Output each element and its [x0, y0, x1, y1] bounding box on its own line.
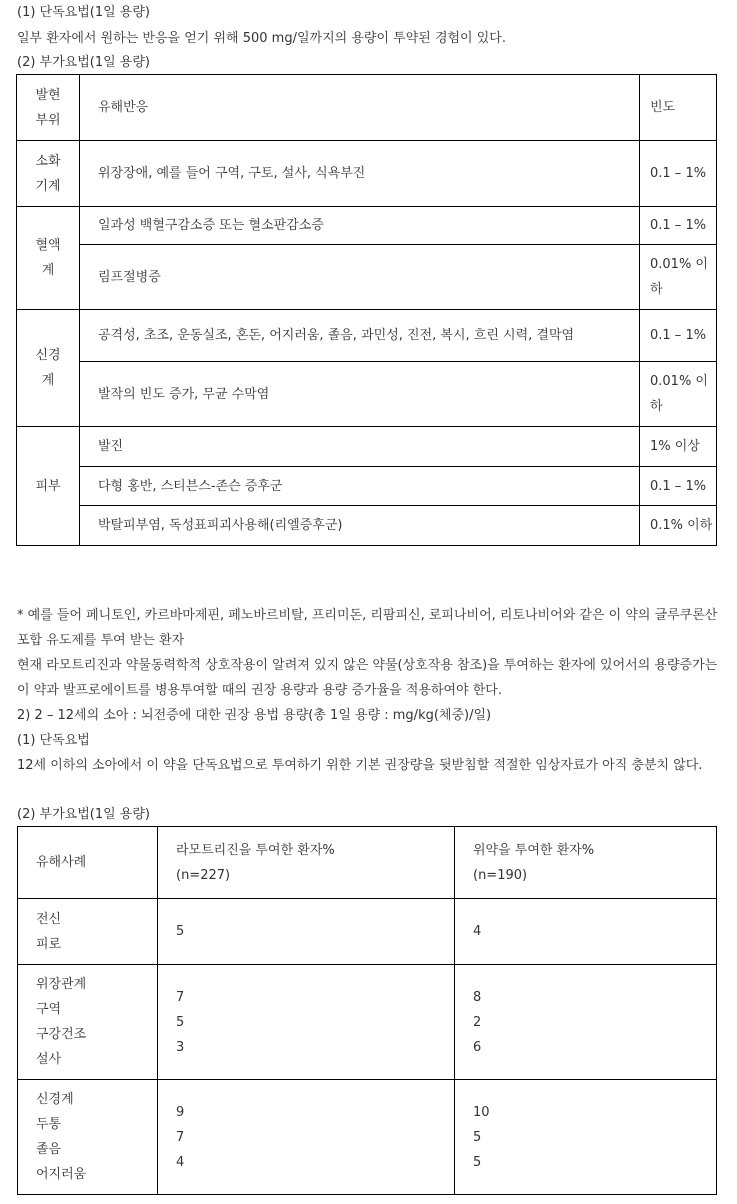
frequency-cell: 0.1 – 1% — [640, 141, 717, 207]
site-cell: 소화 기계 — [17, 141, 80, 207]
section-heading-adjunct: (2) 부가요법(1일 용량) — [17, 55, 150, 70]
reaction-cell: 다형 홍반, 스티븐스-존슨 증후군 — [80, 467, 640, 506]
reaction-cell: 박탈피부염, 독성표피괴사용해(리엘증후군) — [80, 506, 640, 546]
reaction-cell: 발작의 빈도 증가, 무균 수막염 — [80, 362, 640, 427]
table-header-row — [18, 827, 717, 899]
table-row — [18, 1080, 717, 1195]
site-cell: 피부 — [17, 427, 80, 546]
adverse-event-comparison-table — [17, 826, 717, 1195]
adverse-reaction-table — [16, 74, 717, 546]
reaction-cell: 일과성 백혈구감소증 또는 혈소판감소증 — [80, 207, 640, 245]
table-row — [18, 899, 717, 965]
lamotrigine-cell: 5 — [158, 899, 455, 965]
reaction-cell: 발진 — [80, 427, 640, 467]
table-row — [17, 310, 717, 362]
table-row — [18, 965, 717, 1080]
pediatric-monotherapy-paragraph: 12세 이하의 소아에서 이 약을 단독요법으로 투여하기 위한 기본 권장량을 뒷받침할 적절한 임상자료가 아직 충분치 않다. — [17, 758, 703, 773]
section-heading-monotherapy: (1) 단독요법(1일 용량) — [17, 5, 150, 20]
reaction-cell: 위장장애, 예를 들어 구역, 구토, 설사, 식욕부진 — [80, 141, 640, 207]
inducer-note: * 예를 들어 페니토인, 카르바마제핀, 페노바르비탈, 프리미돈, 리팜피신, 로피나비어, 리토나비어와 같은 이 약의 글루쿠론산 포합 유도제를 투여 받는 환자 — [17, 608, 718, 648]
placebo-cell: 4 — [455, 899, 717, 965]
event-cell: 위장관계 구역 구강건조 설사 — [18, 965, 158, 1080]
table-row — [17, 207, 717, 245]
frequency-cell: 0.1 – 1% — [640, 310, 717, 362]
table-row — [17, 362, 717, 427]
header-placebo: 위약을 투여한 환자% (n=190) — [455, 827, 717, 899]
event-cell: 전신 피로 — [18, 899, 158, 965]
site-cell: 혈액 계 — [17, 207, 80, 310]
dose-escalation-paragraph: 현재 라모트리진과 약물동력학적 상호작용이 알려져 있지 않은 약물(상호작용 참조)을 투여하는 환자에 있어서의 용량증가는 이 약과 발프로에이트를 병용투여할 때의 권장 용량과 용량 증가율을 적용하여야 한다. — [17, 658, 718, 698]
pediatric-monotherapy-heading: (1) 단독요법 — [17, 733, 90, 748]
lamotrigine-cell: 7 5 3 — [158, 965, 455, 1080]
header-site: 발현 부위 — [17, 75, 80, 141]
placebo-cell: 8 2 6 — [455, 965, 717, 1080]
placebo-cell: 10 5 5 — [455, 1080, 717, 1195]
site-cell: 신경 계 — [17, 310, 80, 427]
table-row — [17, 141, 717, 207]
reaction-cell: 공격성, 초조, 운동실조, 혼돈, 어지러움, 졸음, 과민성, 진전, 복시, 흐린 시력, 결막염 — [80, 310, 640, 362]
table-row — [17, 467, 717, 506]
frequency-cell: 0.1 – 1% — [640, 467, 717, 506]
header-event: 유해사례 — [18, 827, 158, 899]
table-header-row — [17, 75, 717, 141]
frequency-cell: 1% 이상 — [640, 427, 717, 467]
frequency-cell: 0.1% 이하 — [640, 506, 717, 546]
header-reaction: 유해반응 — [80, 75, 640, 141]
lamotrigine-cell: 9 7 4 — [158, 1080, 455, 1195]
table-row — [17, 427, 717, 467]
reaction-cell: 림프절병증 — [80, 245, 640, 310]
header-frequency: 빈도 — [640, 75, 717, 141]
pediatric-dosing-heading: 2) 2 – 12세의 소아 : 뇌전증에 대한 권장 용법 용량(총 1일 용량 : mg/kg(체중)/일) — [17, 708, 492, 723]
frequency-cell: 0.01% 이 하 — [640, 245, 717, 310]
event-cell: 신경계 두통 졸음 어지러움 — [18, 1080, 158, 1195]
header-lamotrigine: 라모트리진을 투여한 환자% (n=227) — [158, 827, 455, 899]
frequency-cell: 0.1 – 1% — [640, 207, 717, 245]
frequency-cell: 0.01% 이 하 — [640, 362, 717, 427]
monotherapy-note: 일부 환자에서 원하는 반응을 얻기 위해 500 mg/일까지의 용량이 투약된 경험이 있다. — [17, 31, 506, 46]
table-row — [17, 245, 717, 310]
table-row — [17, 506, 717, 546]
pediatric-adjunct-heading: (2) 부가요법(1일 용량) — [17, 807, 150, 822]
